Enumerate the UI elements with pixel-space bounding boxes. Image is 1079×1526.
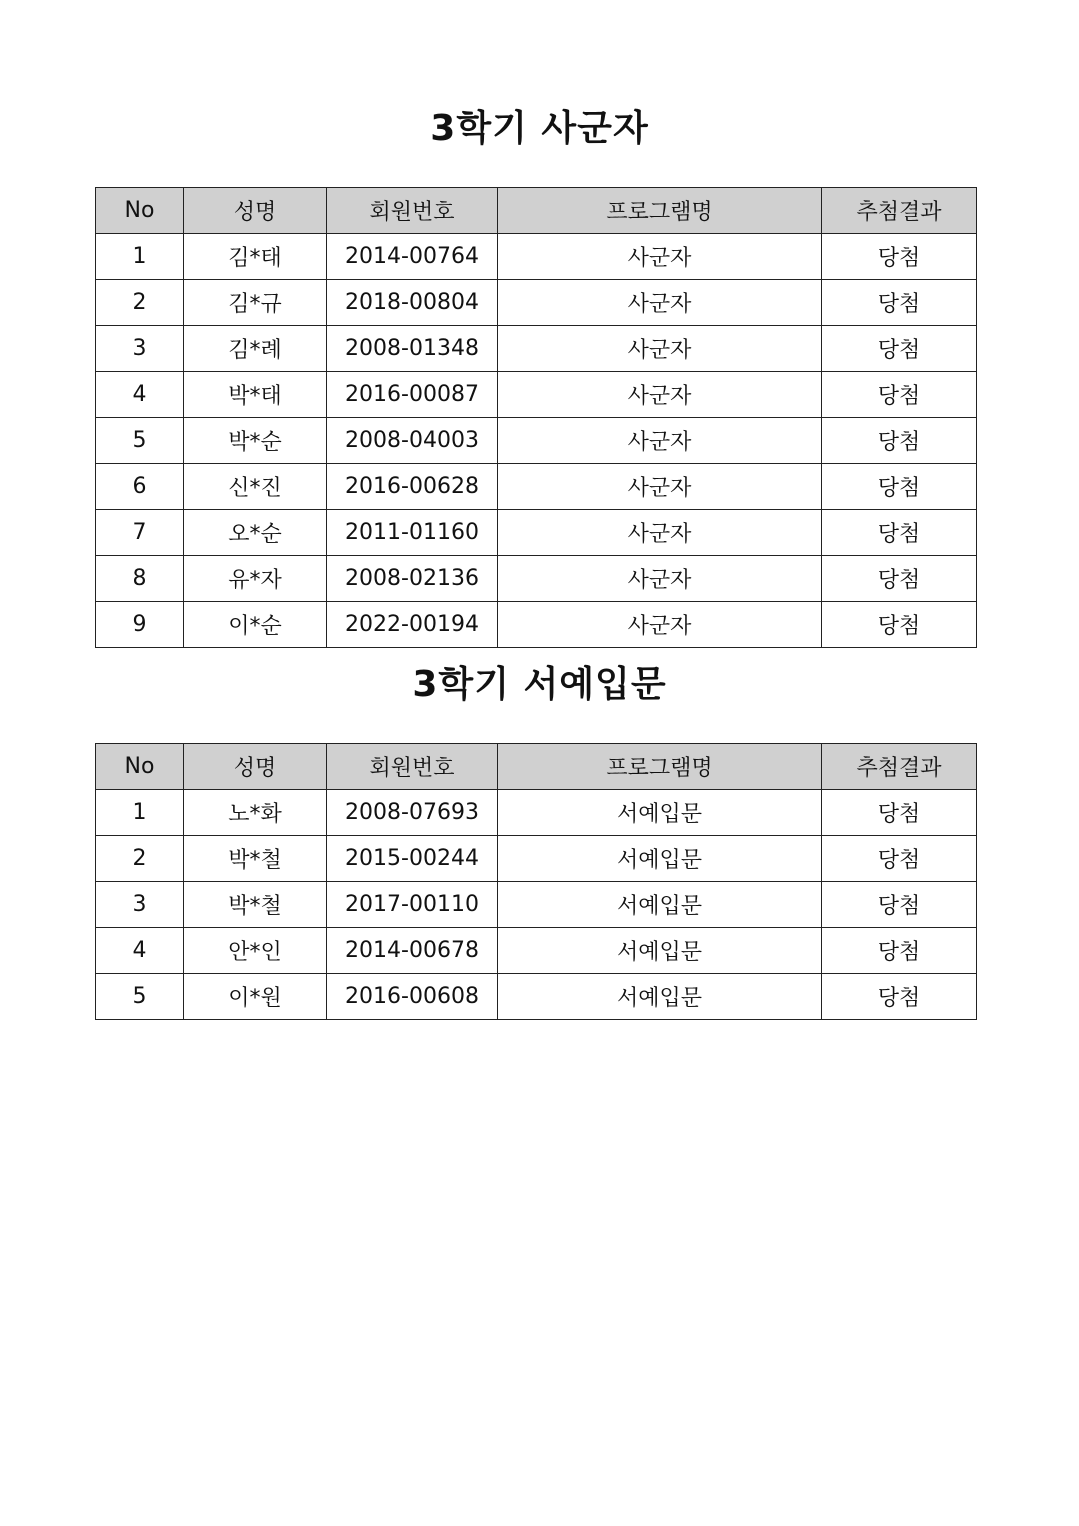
no-cell: 7	[96, 510, 184, 556]
member-number-cell: 2011-01160	[327, 510, 498, 556]
no-cell: 5	[96, 974, 184, 1020]
member-number-cell: 2017-00110	[327, 882, 498, 928]
name-cell: 안*인	[184, 928, 327, 974]
no-cell: 1	[96, 234, 184, 280]
program-name-cell: 사군자	[498, 280, 822, 326]
program-name-cell: 서예입문	[498, 836, 822, 882]
name-cell: 박*태	[184, 372, 327, 418]
table-row	[96, 928, 977, 974]
name-cell: 이*순	[184, 602, 327, 648]
name-cell: 노*화	[184, 790, 327, 836]
draw-result-cell: 당첨	[822, 602, 977, 648]
header-no: No	[96, 188, 184, 234]
program-name-cell: 사군자	[498, 372, 822, 418]
name-cell: 신*진	[184, 464, 327, 510]
draw-result-cell: 당첨	[822, 280, 977, 326]
program-name-cell: 사군자	[498, 602, 822, 648]
no-cell: 2	[96, 836, 184, 882]
program-name-cell: 사군자	[498, 234, 822, 280]
draw-result-cell: 당첨	[822, 974, 977, 1020]
program-name-cell: 서예입문	[498, 928, 822, 974]
no-cell: 3	[96, 326, 184, 372]
table-row	[96, 234, 977, 280]
table-row	[96, 510, 977, 556]
draw-result-cell: 당첨	[822, 790, 977, 836]
no-cell: 5	[96, 418, 184, 464]
program-name-cell: 서예입문	[498, 882, 822, 928]
draw-result-cell: 당첨	[822, 510, 977, 556]
member-number-cell: 2022-00194	[327, 602, 498, 648]
program-name-cell: 사군자	[498, 464, 822, 510]
table-header-row	[96, 744, 977, 790]
table-row	[96, 464, 977, 510]
member-number-cell: 2008-04003	[327, 418, 498, 464]
results-table-sagunja	[95, 187, 977, 648]
draw-result-cell: 당첨	[822, 836, 977, 882]
header-draw-result: 추첨결과	[822, 188, 977, 234]
header-program-name: 프로그램명	[498, 744, 822, 790]
draw-result-cell: 당첨	[822, 882, 977, 928]
draw-result-cell: 당첨	[822, 928, 977, 974]
name-cell: 이*원	[184, 974, 327, 1020]
draw-result-cell: 당첨	[822, 234, 977, 280]
draw-result-cell: 당첨	[822, 372, 977, 418]
header-member-number: 회원번호	[327, 188, 498, 234]
results-table-calligraphy-intro	[95, 743, 977, 1020]
table-row	[96, 790, 977, 836]
table-row	[96, 882, 977, 928]
program-name-cell: 서예입문	[498, 974, 822, 1020]
name-cell: 오*순	[184, 510, 327, 556]
table-row	[96, 326, 977, 372]
draw-result-cell: 당첨	[822, 556, 977, 602]
no-cell: 8	[96, 556, 184, 602]
draw-result-cell: 당첨	[822, 326, 977, 372]
member-number-cell: 2014-00678	[327, 928, 498, 974]
member-number-cell: 2008-07693	[327, 790, 498, 836]
no-cell: 4	[96, 372, 184, 418]
name-cell: 박*철	[184, 882, 327, 928]
table-row	[96, 418, 977, 464]
draw-result-cell: 당첨	[822, 464, 977, 510]
table-row	[96, 556, 977, 602]
member-number-cell: 2014-00764	[327, 234, 498, 280]
name-cell: 박*철	[184, 836, 327, 882]
table-row	[96, 974, 977, 1020]
no-cell: 6	[96, 464, 184, 510]
section-title-calligraphy-intro: 3학기 서예입문	[412, 664, 667, 705]
no-cell: 2	[96, 280, 184, 326]
name-cell: 박*순	[184, 418, 327, 464]
header-no: No	[96, 744, 184, 790]
table-header-row	[96, 188, 977, 234]
header-name: 성명	[184, 744, 327, 790]
section-title-sagunja: 3학기 사군자	[430, 108, 649, 149]
member-number-cell: 2008-02136	[327, 556, 498, 602]
header-draw-result: 추첨결과	[822, 744, 977, 790]
table-row	[96, 836, 977, 882]
name-cell: 유*자	[184, 556, 327, 602]
member-number-cell: 2016-00608	[327, 974, 498, 1020]
header-program-name: 프로그램명	[498, 188, 822, 234]
name-cell: 김*례	[184, 326, 327, 372]
program-name-cell: 사군자	[498, 326, 822, 372]
member-number-cell: 2008-01348	[327, 326, 498, 372]
draw-result-cell: 당첨	[822, 418, 977, 464]
table-row	[96, 280, 977, 326]
header-name: 성명	[184, 188, 327, 234]
program-name-cell: 사군자	[498, 418, 822, 464]
member-number-cell: 2016-00087	[327, 372, 498, 418]
no-cell: 4	[96, 928, 184, 974]
table-row	[96, 372, 977, 418]
table-row	[96, 602, 977, 648]
no-cell: 3	[96, 882, 184, 928]
header-member-number: 회원번호	[327, 744, 498, 790]
program-name-cell: 사군자	[498, 556, 822, 602]
member-number-cell: 2015-00244	[327, 836, 498, 882]
program-name-cell: 서예입문	[498, 790, 822, 836]
name-cell: 김*태	[184, 234, 327, 280]
program-name-cell: 사군자	[498, 510, 822, 556]
member-number-cell: 2016-00628	[327, 464, 498, 510]
no-cell: 1	[96, 790, 184, 836]
name-cell: 김*규	[184, 280, 327, 326]
member-number-cell: 2018-00804	[327, 280, 498, 326]
no-cell: 9	[96, 602, 184, 648]
